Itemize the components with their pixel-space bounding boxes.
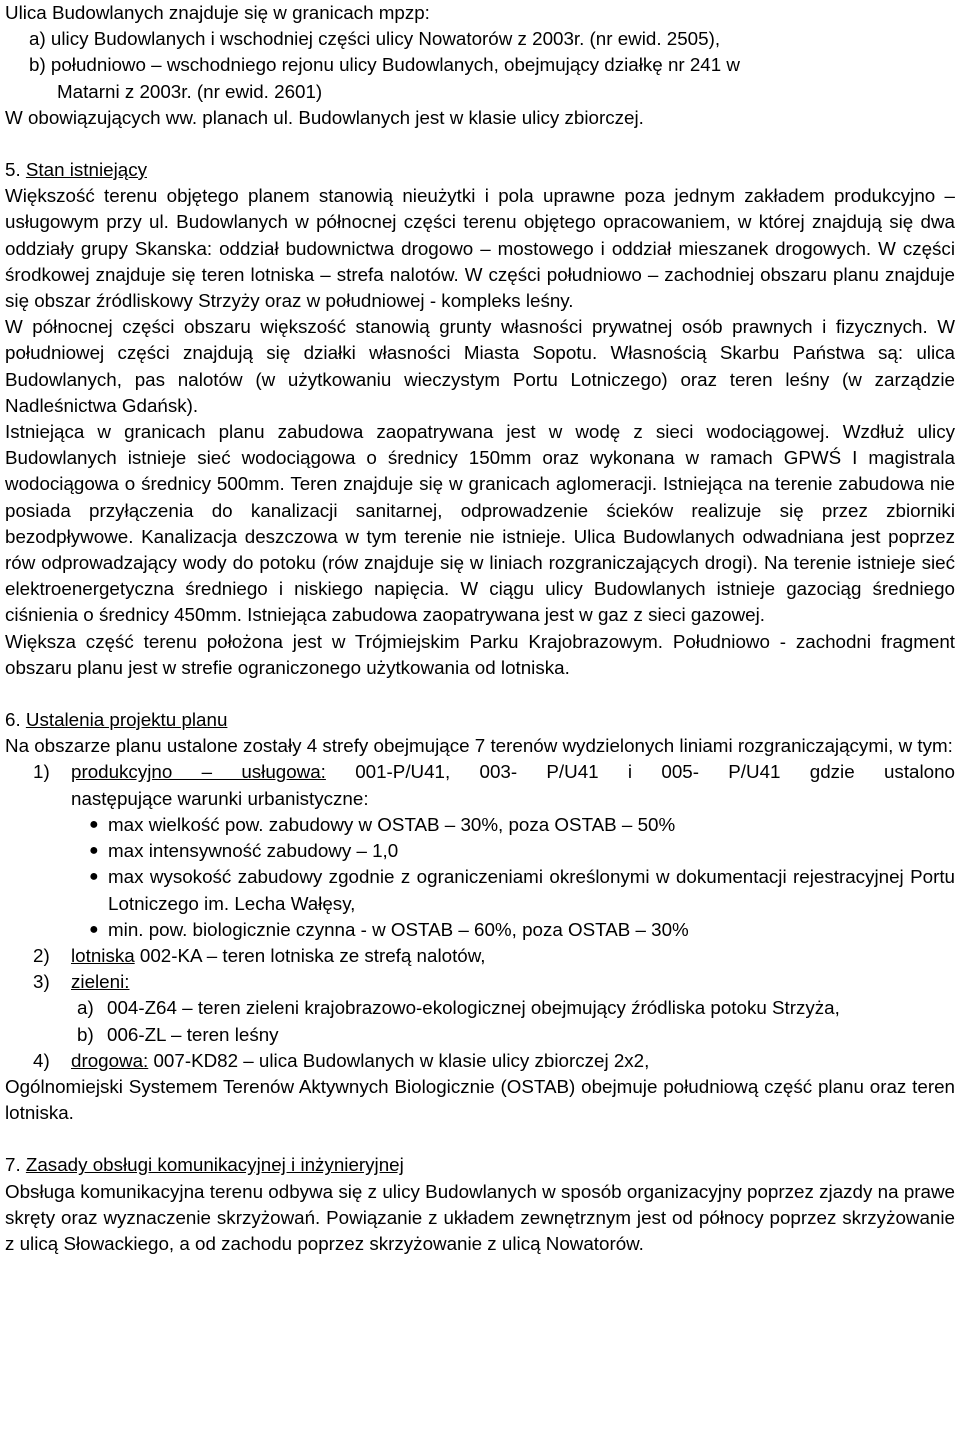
section-6-heading	[5, 707, 955, 733]
intro-item-b-line1: b) południowo – wschodniego rejonu ulicy Budowlanych, obejmujący działkę nr 241 w	[29, 54, 740, 76]
section-5-paragraph-1: Większość terenu objętego planem stanowią nieużytki i pola uprawne poza jednym zakładem produkcyjno – usługowym przy ul. Budowlanych w północnej części terenu objętego opracowaniem, w której znajdują się dwa oddziały grupy Skanska: oddział budownictwa drogowo – mostowego i oddział mieszanek drogowych. W części środkowej znajduje się teren lotniska – strefa nalotów. W części południowo – zachodniej obszaru planu znajduje się obszar źródliskowy Strzyży oraz w południowej - kompleks leśny.	[5, 185, 955, 312]
list-item-1-line2: następujące warunki urbanistyczne:	[71, 787, 369, 809]
intro-line: Ulica Budowlanych znajduje się w granicach mpzp:	[5, 2, 430, 23]
list-item-2	[5, 943, 955, 969]
bullet-text: min. pow. biologicznie czynna - w OSTAB – 60%, poza OSTAB – 30%	[108, 918, 689, 940]
intro-item-b-line2: Matarni z 2003r. (nr ewid. 2601)	[57, 80, 323, 102]
bullet-item	[5, 864, 955, 916]
list-item-4	[5, 1048, 955, 1074]
list-item-number: 1)	[33, 761, 50, 783]
bullet-icon: ●	[89, 815, 99, 833]
list-item-1-line	[71, 759, 955, 785]
list-item-number: 4)	[33, 1049, 50, 1071]
intro-closing: W obowiązujących ww. planach ul. Budowlanych jest w klasie ulicy zbiorczej.	[5, 106, 644, 128]
section-6-closing: Ogólnomiejski Systemem Terenów Aktywnych Biologicznie (OSTAB) obejmuje południową część planu oraz teren lotniska.	[5, 1075, 955, 1124]
sub-item-letter: a)	[77, 997, 94, 1019]
section-5-number: 5.	[5, 159, 21, 181]
list-item-text: 001-P/U41, 003- P/U41 i 005- P/U41 gdzie ustalono	[325, 761, 955, 783]
sub-item-a	[5, 995, 955, 1021]
bullet-item	[5, 917, 955, 943]
document-page	[5, 0, 955, 1257]
bullet-text: max intensywność zabudowy – 1,0	[108, 840, 399, 862]
section-6-intro: Na obszarze planu ustalone zostały 4 strefy obejmujące 7 terenów wydzielonych liniami rozgraniczającymi, w tym:	[5, 735, 953, 757]
section-6-number: 6.	[5, 709, 21, 731]
section-5-paragraph-2: W północnej części obszaru większość stanowią grunty własności prywatnej osób prawnych i fizycznych. W południowej części znajdują się działki własności Miasta Sopotu. Własnością Skarbu Państwa są: ulica Budowlanych, pas nalotów (w użytkowaniu wieczystym Portu Lotniczego) oraz teren leśny (w zarządzie Nadleśnictwa Gdańsk).	[5, 316, 955, 416]
bullet-item	[5, 838, 955, 864]
spacer	[5, 1126, 955, 1152]
list-item-3	[5, 969, 955, 995]
bullet-item	[5, 812, 955, 838]
bullet-icon: ●	[89, 868, 99, 886]
list-item-number: 2)	[33, 944, 50, 966]
list-item-label: drogowa:	[71, 1049, 149, 1071]
section-7-heading	[5, 1152, 955, 1178]
section-7-title: Zasady obsługi komunikacyjnej i inżynieryjnej	[25, 1154, 404, 1176]
bullet-text: max wysokość zabudowy zgodnie z ograniczeniami określonymi w dokumentacji rejestracyjnej Portu Lotniczego im. Lecha Wałęsy,	[108, 866, 955, 914]
bullet-icon: ●	[89, 920, 99, 938]
list-item-text: 007-KD82 – ulica Budowlanych w klasie ulicy zbiorczej 2x2,	[148, 1049, 650, 1071]
spacer	[5, 681, 955, 707]
section-5-title: Stan istniejący	[25, 159, 147, 181]
list-item-text: 002-KA – teren lotniska ze strefą nalotów,	[134, 944, 486, 966]
sub-item-text: 006-ZL – teren leśny	[107, 1023, 279, 1045]
sub-item-text: 004-Z64 – teren zieleni krajobrazowo-ekologicznej obejmujący źródliska potoku Strzyża,	[107, 997, 840, 1019]
list-item-label: lotniska	[71, 944, 135, 966]
bullet-text: max wielkość pow. zabudowy w OSTAB – 30%, poza OSTAB – 50%	[108, 813, 676, 835]
section-5-heading	[5, 157, 955, 183]
section-7-number: 7.	[5, 1154, 21, 1176]
section-6-title: Ustalenia projektu planu	[25, 709, 228, 731]
intro-item-a: a) ulicy Budowlanych i wschodniej części ulicy Nowatorów z 2003r. (nr ewid. 2505),	[29, 28, 721, 50]
section-7-paragraph: Obsługa komunikacyjna terenu odbywa się z ulicy Budowlanych w sposób organizacyjny poprzez zjazdy na prawe skręty oraz wyznaczenie skrzyżowań. Powiązanie z układem zewnętrznym jest od północy poprzez skrzyżowanie z ulicą Słowackiego, a od zachodu poprzez skrzyżowanie z ulicą Nowatorów.	[5, 1180, 955, 1254]
list-item-1	[5, 759, 955, 811]
list-item-label: produkcyjno – usługowa:	[71, 761, 326, 783]
sub-item-b	[5, 1022, 955, 1048]
section-5-paragraph-4: Większa część terenu położona jest w Trójmiejskim Parku Krajobrazowym. Południowo - zachodni fragment obszaru planu jest w strefie ograniczonego użytkowania od lotniska.	[5, 630, 955, 678]
bullet-icon: ●	[89, 842, 99, 860]
list-item-label: zieleni:	[71, 971, 130, 993]
section-5-paragraph-3: Istniejąca w granicach planu zabudowa zaopatrywana jest w wodę z sieci wodociągowej. Wzdłuż ulicy Budowlanych istnieje sieć wodociągowa o średnicy 150mm oraz wykonana w ramach GPWŚ I magistrala wodociągowa o średnicy 500mm. Teren znajduje się w granicach aglomeracji. Istniejąca na terenie zabudowa nie posiada przyłączenia do kanalizacji sanitarnej, odprowadzenie ścieków realizuje się przez zbiorniki bezodpływowe. Kanalizacja deszczowa w tym terenie nie istnieje. Ulica Budowlanych odwadniana jest poprzez rów odprowadzający wody do potoku (rów znajduje się w liniach rozgraniczających drogi). Na terenie istnieje sieć elektroenergetyczna średniego i niskiego napięcia. W ciągu ulicy Budowlanych istnieje gazociąg średniego ciśnienia o średnicy 450mm. Istniejąca zabudowa zaopatrywana jest w gaz z sieci gazowej.	[5, 421, 955, 626]
sub-item-letter: b)	[77, 1023, 94, 1045]
spacer	[5, 131, 955, 157]
list-item-number: 3)	[33, 971, 50, 993]
